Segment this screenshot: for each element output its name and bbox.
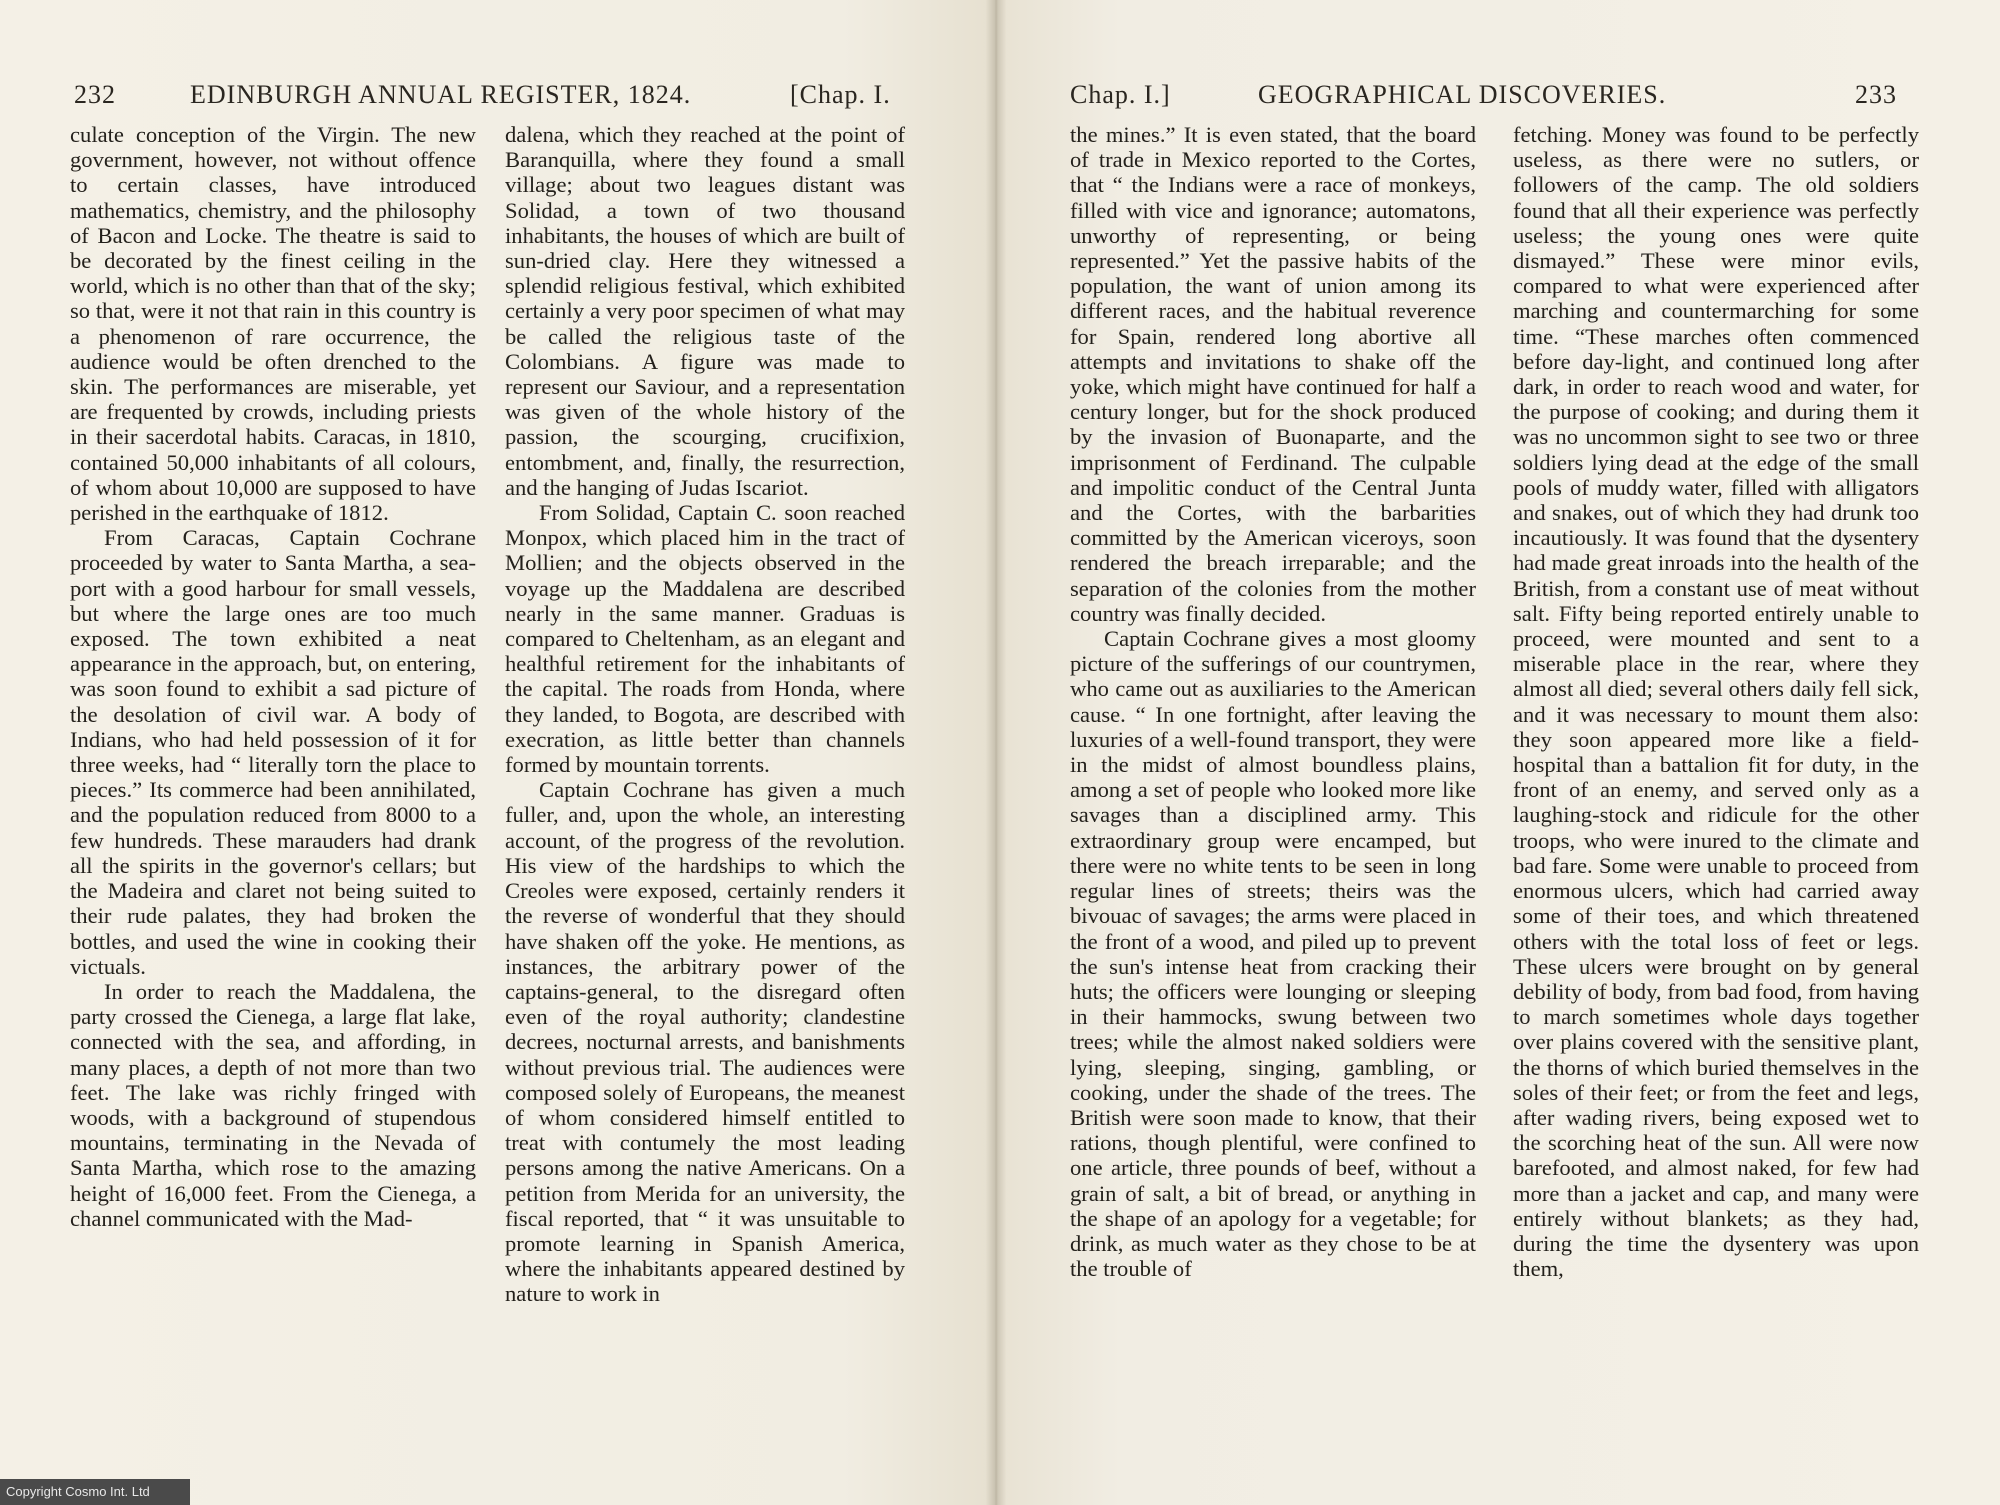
left-page xyxy=(0,0,992,1505)
right-column-1 xyxy=(1070,122,1476,1281)
paragraph: culate conception of the Virgin. The new government, however, not without offence to certain classes, have introduced mathematics, chemistry, and the philosophy of Bacon and Locke. The theatre is said to be decorated by the finest ceiling in the world, which is no other than that of the sky; so that, were it not that rain in this country is a phenomenon of rare occurrence, the audience would be often drenched to the skin. The performances are miserable, yet are frequented by crowds, including priests in their sacerdotal habits. Caracas, in 1810, contained 50,000 inhabitants of all colours, of whom about 10,000 are supposed to have perished in the earthquake of 1812. xyxy=(70,122,476,526)
paragraph: Captain Cochrane gives a most gloomy picture of the sufferings of our countrymen, who came out as auxiliaries to the American cause. “ In one fortnight, after leaving the luxuries of a well-found transport, they were in the midst of almost boundless plains, among a set of people who looked more like savages than a disciplined army. This extraordinary group were encamped, but there were no white tents to be seen in long regular lines of streets; theirs was the bivouac of savages; the arms were placed in the front of a wood, and piled up to prevent the sun's intense heat from cracking their huts; the officers were lounging or sleeping in their hammocks, swung between two trees; while the almost naked soldiers were lying, sleeping, singing, gambling, or cooking, under the shade of the trees. The British were soon made to know, that their rations, though plentiful, were confined to one article, three pounds of beef, without a grain of salt, a bit of bread, or anything in the shape of an apology for a vegetable; for drink, as much water as they chose to be at the trouble of xyxy=(1070,626,1476,1282)
right-page xyxy=(1000,0,2000,1505)
right-page-number: 233 xyxy=(1855,80,1897,109)
left-chapter-label: [Chap. I. xyxy=(790,80,891,109)
paragraph: From Solidad, Captain C. soon reached Monpox, which placed him in the tract of Mollien; and the objects observed in the voyage up the Maddalena are described nearly in the same manner. Graduas is compared to Cheltenham, as an elegant and healthful retirement for the inhabitants of the capital. The roads from Honda, where they landed, to Bogota, are described with execration, as little better than channels formed by mountain torrents. xyxy=(505,500,905,778)
book-gutter xyxy=(986,0,1006,1505)
paragraph: the mines.” It is even stated, that the board of trade in Mexico reported to the Cortes, that “ the Indians were a race of monkeys, filled with vice and ignorance; automatons, unworthy of representing, or being represented.” Yet the passive habits of the population, the want of union among its different races, and the habitual reverence for Spain, rendered long abortive all attempts and invitations to shake off the yoke, which might have continued for half a century longer, but for the shock produced by the invasion of Buonaparte, and the imprisonment of Ferdinand. The culpable and impolitic conduct of the Central Junta and the Cortes, with the barbarities committed by the American viceroys, soon rendered the breach irreparable; and the separation of the colonies from the mother country was finally decided. xyxy=(1070,122,1476,626)
paragraph: From Caracas, Captain Cochrane proceeded by water to Santa Martha, a sea-port with a good harbour for small vessels, but where the large ones are too much exposed. The town exhibited a neat appearance in the approach, but, on entering, was soon found to exhibit a sad picture of the desolation of civil war. A body of Indians, who had held possession of it for three weeks, had “ literally torn the place to pieces.” Its commerce had been annihilated, and the population reduced from 8000 to a few hundreds. These marauders had drank all the spirits in the governor's cellars; but the Madeira and claret not being suited to their rude palates, they had broken the bottles, and used the wine in cooking their victuals. xyxy=(70,525,476,979)
left-running-head xyxy=(0,80,992,120)
right-running-head xyxy=(1000,80,2000,120)
paragraph: Captain Cochrane has given a much fuller, and, upon the whole, an interesting account, of the progress of the revolution. His view of the hardships to which the Creoles were exposed, certainly renders it the reverse of wonderful that they should have shaken off the yoke. He mentions, as instances, the arbitrary power of the captains-general, to the disregard often even of the royal authority; clandestine decrees, nocturnal arrests, and banishments without previous trial. The audiences were composed solely of Europeans, the meanest of whom considered himself entitled to treat with contumely the most leading persons among the native Americans. On a petition from Merida for an university, the fiscal reported, that “ it was unsuitable to promote learning in Spanish America, where the inhabitants appeared destined by nature to work in xyxy=(505,777,905,1307)
left-page-number: 232 xyxy=(74,80,116,109)
right-chapter-label: Chap. I.] xyxy=(1070,80,1171,109)
left-running-title: EDINBURGH ANNUAL REGISTER, 1824. xyxy=(190,80,692,109)
right-column-2 xyxy=(1513,122,1919,1281)
copyright-watermark: Copyright Cosmo Int. Ltd xyxy=(0,1479,190,1505)
right-running-title: GEOGRAPHICAL DISCOVERIES. xyxy=(1258,80,1667,109)
left-column-2 xyxy=(505,122,905,1307)
paragraph: dalena, which they reached at the point of Baranquilla, where they found a small village; about two leagues distant was Solidad, a town of two thousand inhabitants, the houses of which are built of sun-dried clay. Here they witnessed a splendid religious festival, which exhibited certainly a very poor specimen of what may be called the religious taste of the Colombians. A figure was made to represent our Saviour, and a representation was given of the whole history of the passion, the scourging, crucifixion, entombment, and, finally, the resurrection, and the hanging of Judas Iscariot. xyxy=(505,122,905,500)
paragraph: fetching. Money was found to be perfectly useless, as there were no sutlers, or followers of the camp. The old soldiers found that all their experience was perfectly useless; the young ones were quite dismayed.” These were minor evils, compared to what were experienced after marching and countermarching for some time. “These marches often commenced before day-light, and continued long after dark, in order to reach wood and water, for the purpose of cooking; and during them it was no uncommon sight to see two or three soldiers lying dead at the edge of the small pools of muddy water, filled with alligators and snakes, out of which they had drunk too incautiously. It was found that the dysentery had made great inroads into the health of the British, from a constant use of meat without salt. Fifty being reported entirely unable to proceed, were mounted and sent to a miserable place in the rear, where they almost all died; several others daily fell sick, and it was necessary to mount them also: they soon appeared more like a field-hospital than a battalion fit for duty, in the front of an enemy, and served only as a laughing-stock and ridicule for the other troops, who were inured to the climate and bad fare. Some were unable to proceed from enormous ulcers, which had carried away some of their toes, and which threatened others with the total loss of feet or legs. These ulcers were brought on by general debility of body, from bad food, from having to march sometimes whole days together over plains covered with the sensitive plant, the thorns of which buried themselves in the soles of their feet; or from the feet and legs, after wading rivers, being exposed wet to the scorching heat of the sun. All were now barefooted, and almost naked, for few had more than a jacket and cap, and many were entirely without blankets; as they had, during the time the dysentery was upon them, xyxy=(1513,122,1919,1282)
left-column-1 xyxy=(70,122,476,1231)
paragraph: In order to reach the Maddalena, the party crossed the Cienega, a large flat lake, connected with the sea, and affording, in many places, a depth of not more than two feet. The lake was richly fringed with woods, with a background of stupendous mountains, terminating in the Nevada of Santa Martha, which rose to the amazing height of 16,000 feet. From the Cienega, a channel communicated with the Mad- xyxy=(70,978,476,1231)
